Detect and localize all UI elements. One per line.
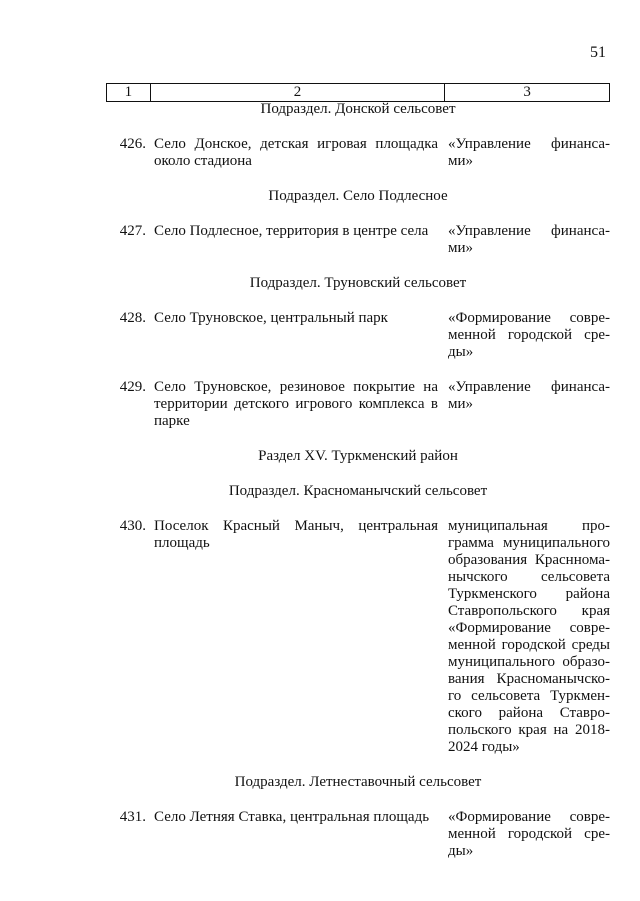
program-line: ми» bbox=[448, 153, 474, 169]
program-line: Ставропольского края bbox=[448, 603, 610, 619]
entry-program bbox=[448, 379, 610, 413]
program-line: менной городской сре- bbox=[448, 826, 610, 842]
subsection-heading: Подраздел. Село Подлесное bbox=[268, 188, 448, 204]
program-line: муниципальная про- bbox=[448, 518, 610, 534]
program-line: «Управление финанса- bbox=[448, 223, 610, 239]
entry-description bbox=[152, 518, 438, 552]
program-line: ды» bbox=[448, 843, 474, 859]
program-line: «Формирование совре- bbox=[448, 620, 610, 636]
program-line: «Формирование совре- bbox=[448, 809, 610, 825]
program-line: «Управление финанса- bbox=[448, 136, 610, 152]
program-line: «Формирование совре- bbox=[448, 310, 610, 326]
entry-description bbox=[152, 223, 438, 240]
column-header-2: 2 bbox=[150, 84, 445, 102]
list-item bbox=[106, 379, 610, 430]
program-line: менной городской сре- bbox=[448, 327, 610, 343]
entry-description bbox=[152, 310, 438, 327]
entry-description bbox=[152, 809, 438, 826]
description-line: около стадиона bbox=[154, 153, 252, 169]
entry-description bbox=[152, 379, 438, 430]
entry-number: 427. bbox=[119, 223, 146, 239]
entry-number: 426. bbox=[119, 136, 146, 152]
program-line: менной городской среды bbox=[448, 637, 610, 653]
entry-number: 429. bbox=[119, 379, 146, 395]
program-line: ми» bbox=[448, 396, 474, 412]
program-line: нычского сельсовета bbox=[448, 569, 610, 585]
description-line: Село Труновское, центральный парк bbox=[154, 310, 388, 326]
description-line: Поселок Красный Маныч, центральная bbox=[154, 518, 438, 534]
document-body bbox=[106, 101, 610, 860]
entry-number: 428. bbox=[119, 310, 146, 326]
subsection-heading: Подраздел. Труновский сельсовет bbox=[249, 275, 467, 291]
program-line: ды» bbox=[448, 344, 474, 360]
program-line: 2024 годы» bbox=[448, 739, 520, 755]
description-line: территории детского игрового комплекса в bbox=[154, 396, 438, 412]
list-item bbox=[106, 136, 610, 170]
description-line: площадь bbox=[154, 535, 210, 551]
list-item bbox=[106, 310, 610, 361]
description-line: Село Донское, детская игровая площадка bbox=[154, 136, 438, 152]
program-line: го сельсовета Туркмен- bbox=[448, 688, 610, 704]
list-item bbox=[106, 518, 610, 756]
entry-number: 431. bbox=[119, 809, 146, 825]
entry-program bbox=[448, 809, 610, 860]
column-header-3: 3 bbox=[445, 84, 610, 102]
subsection-heading: Подраздел. Донской сельсовет bbox=[260, 101, 456, 117]
program-line: Туркменского района bbox=[448, 586, 610, 602]
entry-description bbox=[152, 136, 438, 170]
entry-program bbox=[448, 310, 610, 361]
subsection-heading: Подраздел. Красноманычский сельсовет bbox=[228, 483, 488, 499]
entry-number: 430. bbox=[119, 518, 146, 534]
program-line: грамма муниципального bbox=[448, 535, 610, 551]
entry-program bbox=[448, 223, 610, 257]
description-line: парке bbox=[154, 413, 190, 429]
column-header-table bbox=[106, 83, 610, 102]
description-line: Село Подлесное, территория в центре села bbox=[154, 223, 429, 239]
program-line: ми» bbox=[448, 240, 474, 256]
column-header-1: 1 bbox=[107, 84, 151, 102]
description-line: Село Летняя Ставка, центральная площадь bbox=[154, 809, 430, 825]
program-line: вания Красноманычско- bbox=[448, 671, 610, 687]
program-line: ского района Ставро- bbox=[448, 705, 610, 721]
page-number: 51 bbox=[590, 44, 606, 61]
program-line: «Управление финанса- bbox=[448, 379, 610, 395]
section-heading: Раздел XV. Туркменский район bbox=[258, 448, 458, 464]
description-line: Село Труновское, резиновое покрытие на bbox=[154, 379, 438, 395]
subsection-heading: Подраздел. Летнеставочный сельсовет bbox=[234, 774, 482, 790]
list-item bbox=[106, 809, 610, 860]
entry-program bbox=[448, 518, 610, 756]
program-line: муниципального образо- bbox=[448, 654, 610, 670]
list-item bbox=[106, 223, 610, 257]
program-line: образования Красннома- bbox=[448, 552, 610, 568]
program-line: польского края на 2018- bbox=[448, 722, 610, 738]
entry-program bbox=[448, 136, 610, 170]
